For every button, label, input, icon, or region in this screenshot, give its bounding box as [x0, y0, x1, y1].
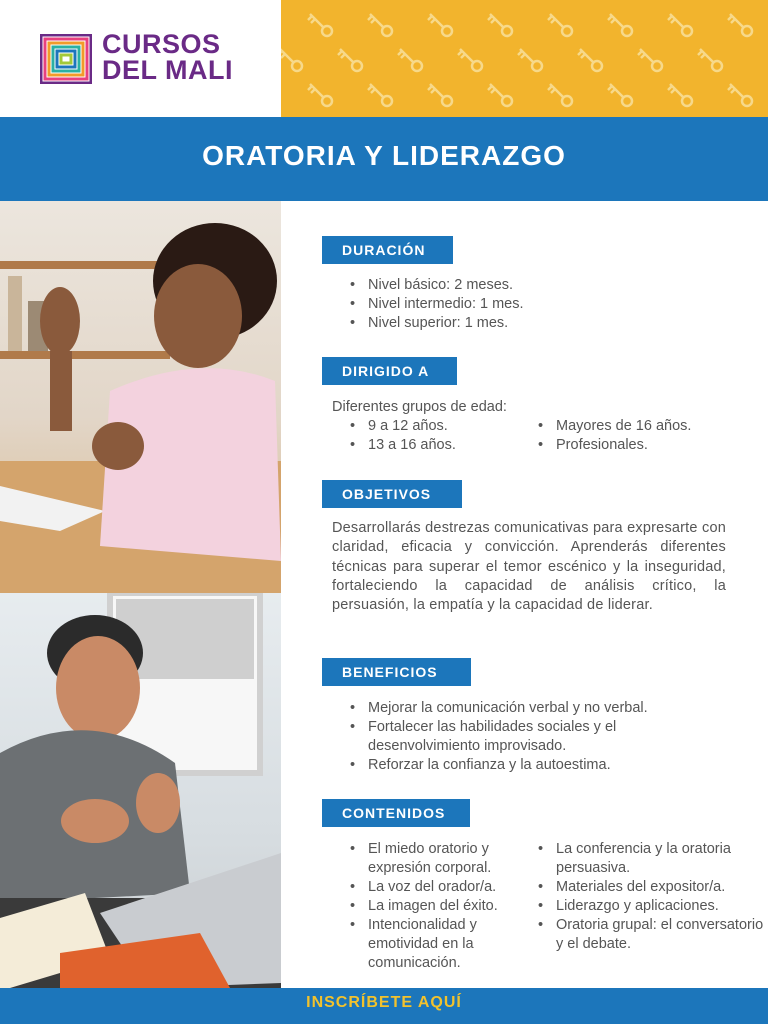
list-item: • Nivel básico: 2 meses.	[332, 276, 524, 295]
list-item: • La voz del orador/a.	[332, 878, 518, 897]
brand-name-line2: DEL MALI	[102, 55, 233, 85]
list-item: • Materiales del expositor/a.	[520, 878, 766, 897]
student-man-illustration	[0, 593, 281, 988]
list-item: • Intencionalidad y emotividad en la comunicación.	[332, 916, 518, 973]
section-label-dirigido: DIRIGIDO A	[322, 357, 457, 385]
list-item: • Oratoria grupal: el conversatorio y el debate.	[520, 916, 766, 954]
list-item: • Profesionales.	[520, 436, 720, 455]
objetivos-text: Desarrollarás destrezas comunicativas para expresarte con claridad, eficacia y convicción. Aprenderás diferentes técnicas para superar el temor escénico y la inseguridad, fortaleciendo la capacidad de análisis crítico, la persuasión, la empatía y la capacidad de liderar.	[332, 520, 726, 614]
photo-student-girl	[0, 201, 281, 593]
list-item: • La imagen del éxito.	[332, 897, 518, 916]
beneficios-list	[332, 699, 732, 775]
list-item: • Nivel superior: 1 mes.	[332, 314, 524, 333]
brand-name-line1: CURSOS	[102, 29, 221, 59]
dirigido-col2	[520, 417, 720, 455]
contenidos-col2	[520, 840, 766, 954]
key-pattern-icon	[281, 0, 768, 117]
photo-student-man	[0, 593, 281, 988]
list-item: • La conferencia y la oratoria persuasiva.	[520, 840, 766, 878]
list-item: • El miedo oratorio y expresión corporal.	[332, 840, 518, 878]
register-link[interactable]: INSCRÍBETE AQUÍ	[306, 994, 462, 1011]
duracion-list	[332, 276, 524, 333]
key-pattern-banner	[281, 0, 768, 117]
dirigido-intro: Diferentes grupos de edad:	[332, 399, 507, 415]
section-label-beneficios: BENEFICIOS	[322, 658, 471, 686]
list-item: • 13 a 16 años.	[332, 436, 532, 455]
contenidos-col1	[332, 840, 518, 973]
dirigido-col1	[332, 417, 532, 455]
list-item: • Mayores de 16 años.	[520, 417, 720, 436]
list-item: • Liderazgo y aplicaciones.	[520, 897, 766, 916]
page-title: ORATORIA Y LIDERAZGO	[202, 140, 566, 171]
logo-squares-icon	[40, 34, 92, 84]
list-item: • Reforzar la confianza y la autoestima.	[332, 756, 732, 775]
section-label-objetivos: OBJETIVOS	[322, 480, 462, 508]
list-item: • Nivel intermedio: 1 mes.	[332, 295, 524, 314]
list-item: • 9 a 12 años.	[332, 417, 532, 436]
student-girl-illustration	[0, 201, 281, 593]
logo-area	[0, 0, 281, 117]
list-item: • Fortalecer las habilidades sociales y el desenvolvimiento improvisado.	[332, 718, 732, 756]
list-item: • Mejorar la comunicación verbal y no verbal.	[332, 699, 732, 718]
section-label-duracion: DURACIÓN	[322, 236, 453, 264]
brand-name	[102, 31, 233, 83]
section-label-contenidos: CONTENIDOS	[322, 799, 470, 827]
